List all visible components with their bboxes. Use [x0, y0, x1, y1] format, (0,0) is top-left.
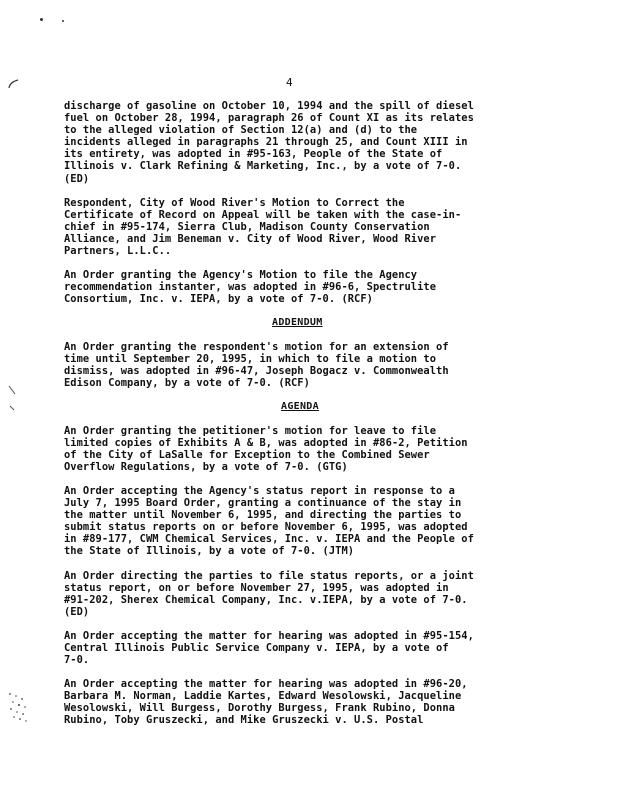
- paragraph-cips-order: An Order accepting the matter for hearing was adopted in #95-154, Central Illinois Public Service Company v. IEPA, by a vote of 7-0.: [64, 630, 474, 667]
- paragraph-cwm-chemical-order: An Order accepting the Agency's status report in response to a July 7, 1995 Board Order, granting a continuance of the stay in the matter until November 6, 1995, and directing the parties to submit status reports on or before November 6, 1995, was adopted in #89-177, CWM Chemical Services, Inc. v. IEPA and the People of the State of Illinois, by a vote of 7-0. (JTM): [64, 485, 474, 558]
- scan-corner-mark: [4, 78, 24, 98]
- scan-margin-mark: [6, 384, 20, 424]
- scan-speck: [40, 18, 43, 21]
- agenda-heading: AGENDA: [281, 401, 319, 412]
- paragraph-bogacz-order: An Order granting the respondent's motion for an extension of time until September 20, 1995, in which to file a motion to dismiss, was adopted in #96-47, Joseph Bogacz v. Commonwealth Edison Company, by a vote of 7-0. (RCF): [64, 341, 449, 390]
- paragraph-lasalle-order: An Order granting the petitioner's motion for leave to file limited copies of Exhibits A & B, was adopted in #86-2, Petition of the City of LaSalle for Exception to the Combined Sewer Overflow Regulations, by a vote of 7-0. (GTG): [64, 425, 468, 474]
- scan-noise-cluster: [4, 690, 32, 724]
- paragraph-spectrulite-order: An Order granting the Agency's Motion to file the Agency recommendation instanter, was adopted in #96-6, Spectrulite Consortium, Inc. v. IEPA, by a vote of 7-0. (RCF): [64, 269, 437, 306]
- paragraph-norman-order: An Order accepting the matter for hearing was adopted in #96-20, Barbara M. Norman, Laddie Kartes, Edward Wesolowski, Jacqueline Wesolowski, Will Burgess, Dorothy Burgess, Frank Rubino, Donna Rubino, Toby Gruszecki, and Mike Gruszecki v. U.S. Postal: [64, 678, 468, 727]
- paragraph-sherex-order: An Order directing the parties to file status reports, or a joint status report, on or before November 27, 1995, was adopted in #91-202, Sherex Chemical Company, Inc. v.IEPA, by a vote of 7-0. (ED): [64, 570, 474, 619]
- addendum-heading: ADDENDUM: [272, 317, 323, 328]
- paragraph-wood-river-motion: Respondent, City of Wood River's Motion to Correct the Certificate of Record on Appeal will be taken with the case-in- chief in #95-174, Sierra Club, Madison County Conservation Alliance, and Jim Beneman v. City of Wood River, Wood River Partners, L.L.C..: [64, 197, 462, 258]
- paragraph-clark-refining-order: discharge of gasoline on October 10, 1994 and the spill of diesel fuel on October 28, 1994, paragraph 26 of Count XI as its relates to the alleged violation of Section 12(a) and (d) to the incidents alleged in paragraphs 21 through 25, and Count XIII in its entirety, was adopted in #95-163, People of the State of Illinois v. Clark Refining & Marketing, Inc., by a vote of 7-0. (ED): [64, 100, 474, 185]
- scan-speck: [62, 20, 64, 22]
- page-number: 4: [286, 76, 294, 89]
